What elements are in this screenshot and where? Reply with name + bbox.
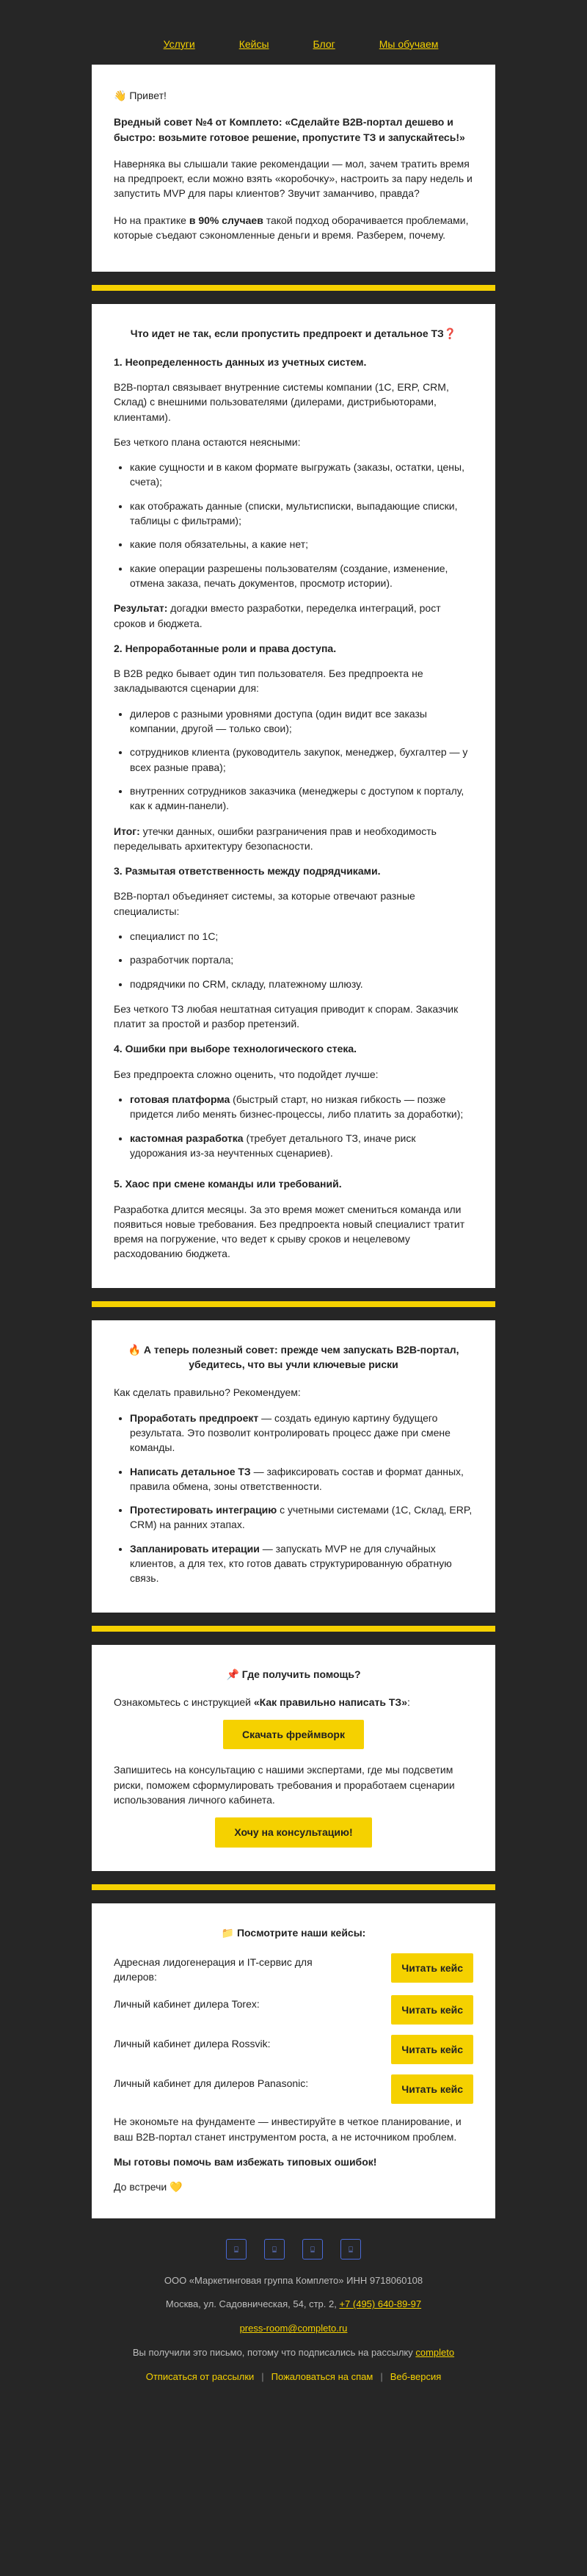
subscription-note: Вы получили это письмо, потому что подписались на рассылку completo — [132, 2347, 455, 2359]
case-row — [114, 1953, 473, 1985]
problems-title: Что идет не так, если пропустить предпроект и детальное ТЗ❓ — [130, 328, 457, 340]
social-icon[interactable]: □ — [264, 2239, 285, 2260]
separator: | — [380, 2371, 383, 2383]
problem-1-result: Результат: догадки вместо разработки, переделка интеграций, рост сроков и бюджета. — [114, 602, 441, 629]
unsubscribe-link[interactable]: Отписаться от рассылки — [145, 2371, 255, 2383]
advice-card — [92, 1320, 495, 1613]
company-address: Москва, ул. Садовническая, 54, стр. 2, +7 (495) 640-89-97 — [165, 2298, 422, 2310]
case-name: Личный кабинет дилера Torex: — [114, 1997, 260, 2010]
cases-help-text: Мы готовы помочь вам избежать типовых ошибок! — [114, 2156, 377, 2168]
subscription-link[interactable]: completo — [415, 2347, 455, 2359]
cases-signoff: До встречи 💛 — [114, 2181, 183, 2193]
help-consult-text: Запишитесь на консультацию с нашими экспертами, где мы подсветим риски, поможем сформулировать требования и проработаем сценарии использования личного кабинета. — [114, 1764, 455, 1806]
problem-3-text: B2B-портал объединяет системы, за которые отвечают разные специалисты: — [114, 890, 415, 917]
footer-links — [92, 2370, 495, 2384]
advice-title: 🔥 А теперь полезный совет: прежде чем запускать B2B-портал, убедитесь, что вы учли ключевые риски — [128, 1343, 459, 1371]
case-row — [114, 1995, 473, 2025]
nav-link-cases[interactable]: Кейсы — [238, 38, 269, 50]
consultation-button[interactable]: Хочу на консультацию! — [215, 1817, 371, 1847]
phone-link[interactable]: +7 (495) 640-89-97 — [339, 2298, 422, 2310]
case-name: Адресная лидогенерация и IT-сервис для дилеров: — [114, 1955, 313, 1983]
case-row — [114, 2074, 473, 2104]
list-item: • кастомная разработка (требует детального ТЗ, иначе риск удорожания из-за неучтенных сценариев). — [130, 1131, 473, 1161]
problem-1-title: 1. Неопределенность данных из учетных систем. — [114, 355, 367, 368]
list-item: • какие поля обязательны, а какие нет; — [130, 537, 473, 551]
problem-1-list — [130, 460, 473, 590]
list-item: • дилеров с разными уровнями доступа (один видит все заказы компании, другой — только свои); — [130, 706, 473, 737]
download-wrap — [114, 1720, 473, 1749]
read-case-button[interactable]: Читать кейс — [391, 2035, 473, 2064]
list-item: • подрядчики по CRM, складу, платежному шлюзу. — [130, 977, 473, 991]
email-line — [92, 2322, 495, 2336]
intro-card — [92, 65, 495, 272]
yellow-divider — [92, 1301, 495, 1307]
list-item: • Написать детальное ТЗ — зафиксировать состав и формат данных, правила обмена, зоны ответственности. — [130, 1464, 473, 1494]
help-instruction: Ознакомьтесь с инструкцией «Как правильно написать ТЗ»: — [114, 1696, 410, 1708]
advice-intro: Как сделать правильно? Рекомендуем: — [114, 1386, 301, 1399]
problem-1-lead: Без четкого плана остаются неясными: — [114, 435, 301, 448]
problem-1-text: B2B-портал связывает внутренние системы компании (1С, ERP, CRM, Склад) с внешними пользователями (дилерами, дистрибьюторами, клиентами). — [114, 380, 449, 423]
greeting: 👋 Привет! — [114, 90, 167, 101]
nav-link-blog[interactable]: Блог — [313, 38, 335, 50]
cases-closing-text: Не экономьте на фундаменте — инвестируйте в четкое планирование, и ваш B2B-портал станет инструментом роста, а не источником проблем. — [114, 2116, 462, 2143]
yellow-divider — [92, 1626, 495, 1632]
help-card — [92, 1645, 495, 1871]
social-icon[interactable]: □ — [302, 2239, 323, 2260]
separator: | — [261, 2371, 264, 2383]
email-link[interactable]: press-room@completo.ru — [239, 2323, 348, 2334]
read-case-button[interactable]: Читать кейс — [391, 1995, 473, 2025]
list-item: • внутренних сотрудников заказчика (менеджеры с доступом к порталу, как к админ-панели). — [130, 784, 473, 814]
read-case-button[interactable]: Читать кейс — [391, 1953, 473, 1983]
list-item: • разработчик портала; — [130, 952, 473, 967]
problem-3-result: Без четкого ТЗ любая нештатная ситуация приводит к спорам. Заказчик платит за простой и разбор претензий. — [114, 1002, 459, 1030]
help-title: 📌 Где получить помощь? — [226, 1668, 361, 1680]
list-item: • как отображать данные (списки, мультисписки, выпадающие списки, таблицы с фильтрами); — [130, 499, 473, 529]
social-icon[interactable]: □ — [226, 2239, 247, 2260]
problem-5-text: Разработка длится месяцы. За это время может смениться команда или появиться новые требования. Без предпроекта новый специалист тратит время на погружение, что ведет к срыву сроков и нецелевому расходованию бюджета. — [114, 1203, 465, 1260]
intro-headline: Вредный совет №4 от Комплето: «Сделайте B2B-портал дешево и быстро: возьмите готовое решение, пропустите ТЗ и запускайтесь!» — [114, 116, 465, 143]
problem-5-title: 5. Хаос при смене команды или требований. — [114, 1178, 342, 1190]
cases-card — [92, 1903, 495, 2218]
list-item: • специалист по 1С; — [130, 929, 473, 944]
problem-2-text: В B2B редко бывает один тип пользователя. Без предпроекта не закладываются сценарии для: — [114, 667, 423, 695]
cases-title: 📁 Посмотрите наши кейсы: — [221, 1926, 366, 1939]
problem-2-result: Итог: утечки данных, ошибки разграничения прав и необходимость переделывать архитектуру безопасности. — [114, 825, 437, 852]
footer — [92, 2218, 495, 2384]
problem-2-title: 2. Непроработанные роли и права доступа. — [114, 642, 337, 654]
social-links — [92, 2218, 495, 2260]
problem-3-list — [130, 929, 473, 991]
nav-link-services[interactable]: Услуги — [163, 38, 195, 50]
intro-paragraph-1: Наверняка вы слышали такие рекомендации — мол, зачем тратить время на предпроект, если можно взять «коробочку», настроить за пару недель и запустить MVP для пары клиентов? Звучит заманчиво, правда? — [114, 157, 473, 200]
download-framework-button[interactable]: Скачать фреймворк — [223, 1720, 364, 1749]
list-item: • какие операции разрешены пользователям (создание, изменение, отмена заказа, печать документов, просмотр истории). — [130, 561, 473, 591]
consult-wrap — [114, 1817, 473, 1847]
problem-3-title: 3. Размытая ответственность между подрядчиками. — [114, 865, 381, 878]
problem-2-list — [130, 706, 473, 814]
advice-list — [130, 1411, 473, 1586]
problem-4-text: Без предпроекта сложно оценить, что подойдет лучше: — [114, 1068, 379, 1080]
problem-4-list — [130, 1092, 473, 1160]
yellow-divider — [92, 285, 495, 291]
case-name: Личный кабинет для дилеров Panasonic: — [114, 2077, 309, 2090]
list-item: • готовая платформа (быстрый старт, но низкая гибкость — позже придется либо менять бизнес-процессы, либо платить за доработки); — [130, 1092, 473, 1122]
list-item: • Запланировать итерации — запускать MVP не для случайных клиентов, а для тех, кто готов давать структурированную обратную связь. — [130, 1541, 473, 1586]
nav-link-training[interactable]: Мы обучаем — [379, 38, 439, 50]
list-item: • Протестировать интеграцию с учетными системами (1С, Склад, ERP, CRM) на ранних этапах. — [130, 1502, 473, 1533]
case-row — [114, 2035, 473, 2064]
web-version-link[interactable]: Веб-версия — [390, 2371, 442, 2383]
social-icon[interactable]: □ — [340, 2239, 361, 2260]
problem-4-title: 4. Ошибки при выборе технологического стека. — [114, 1043, 357, 1055]
read-case-button[interactable]: Читать кейс — [391, 2074, 473, 2104]
intro-paragraph-2: Но на практике в 90% случаев такой подход оборачивается проблемами, которые съедают сэкономленные деньги и время. Разберем, почему. — [114, 214, 469, 242]
case-name: Личный кабинет дилера Rossvik: — [114, 2037, 271, 2049]
top-nav — [0, 0, 587, 65]
list-item: • какие сущности и в каком формате выгружать (заказы, остатки, цены, счета); — [130, 460, 473, 490]
list-item: • Проработать предпроект — создать единую картину будущего результата. Это позволит контролировать процесс даже при смене команды. — [130, 1411, 473, 1455]
report-spam-link[interactable]: Пожаловаться на спам — [271, 2371, 373, 2383]
list-item: • сотрудников клиента (руководитель закупок, менеджер, бухгалтер — у всех разные права); — [130, 745, 473, 775]
problems-card — [92, 304, 495, 1287]
company-info: ООО «Маркетинговая группа Комплето» ИНН 9718060108 — [164, 2274, 423, 2286]
yellow-divider — [92, 1884, 495, 1890]
